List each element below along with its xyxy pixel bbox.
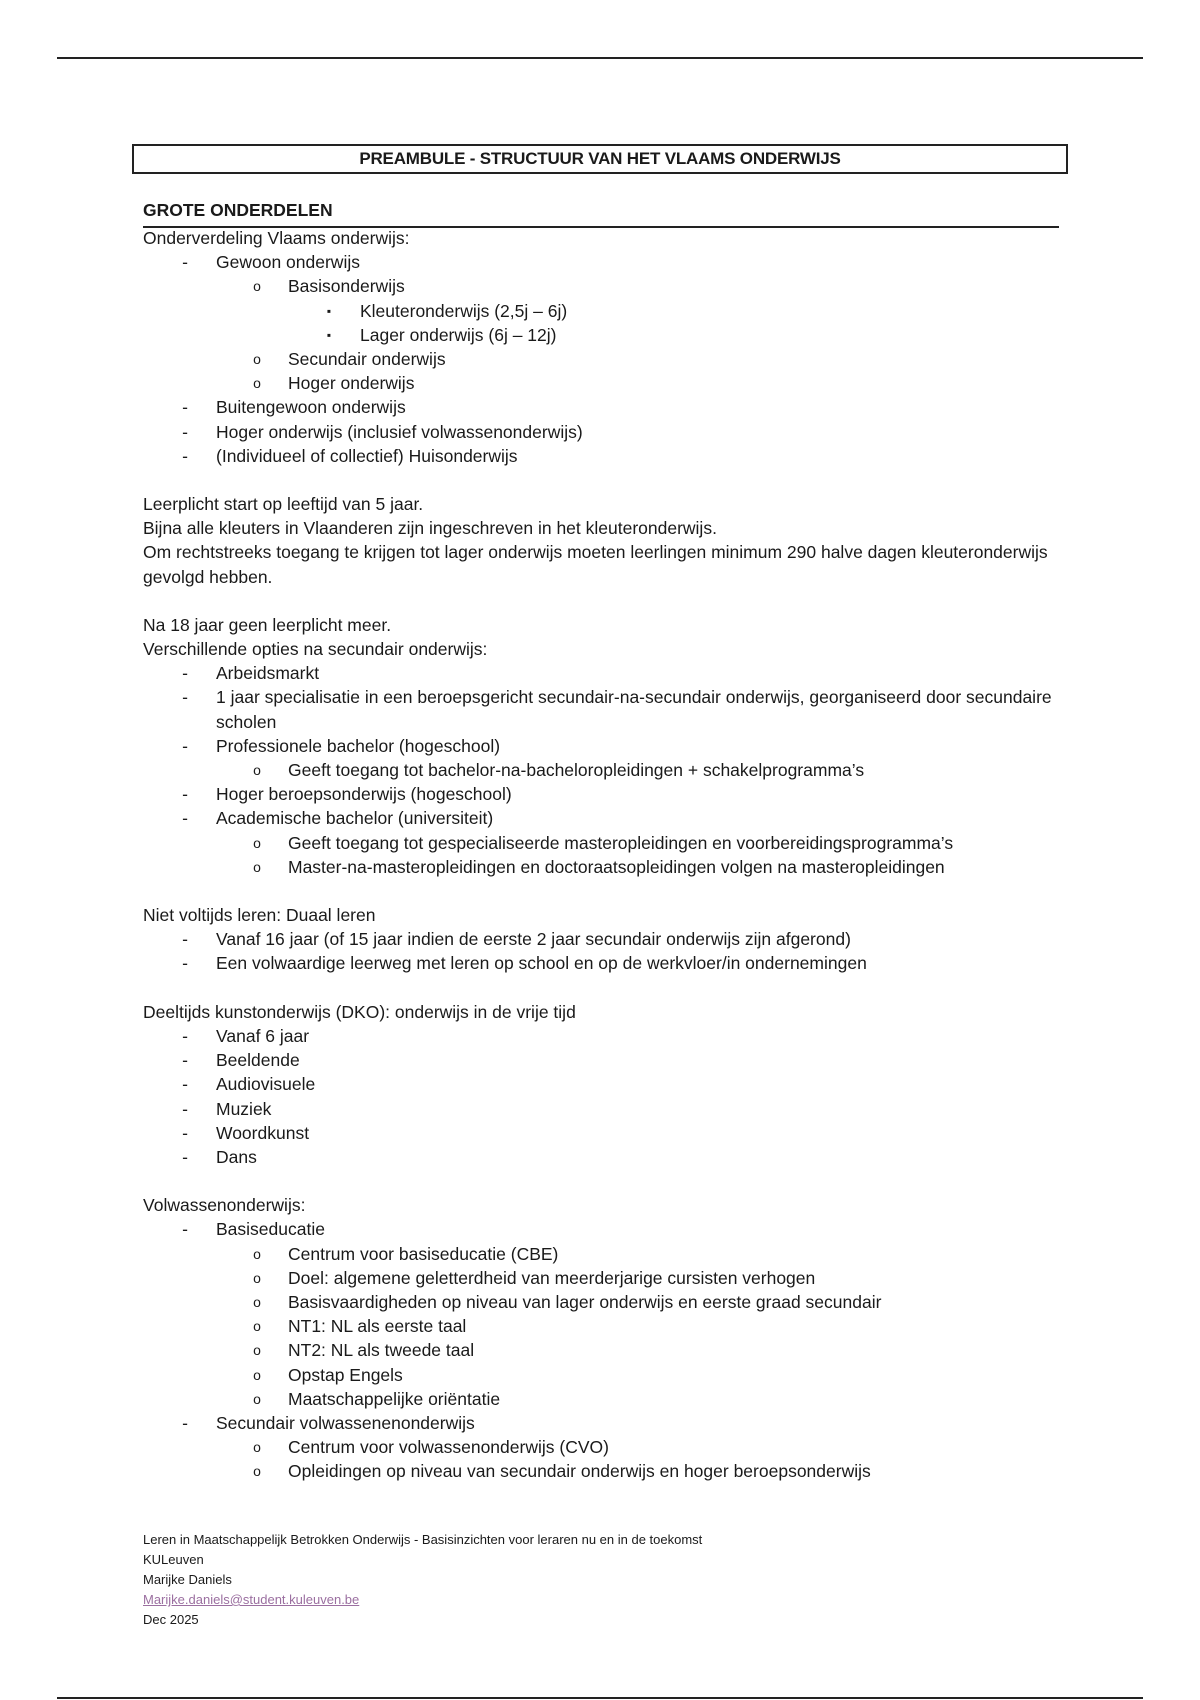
line-text: Gewoon onderwijs <box>216 252 360 273</box>
list-item-level-2 <box>143 371 1073 395</box>
footer <box>143 1530 1043 1630</box>
list-item-level-2 <box>143 1314 1073 1338</box>
paragraph-gap <box>143 589 1073 613</box>
list-item-level-3 <box>143 299 1073 323</box>
line-text: Academische bachelor (universiteit) <box>216 808 494 829</box>
line-text: Secundair volwassenenonderwijs <box>216 1412 475 1433</box>
list-item-level-2 <box>143 1363 1073 1387</box>
bullet-marker: - <box>182 1412 188 1433</box>
line-text: Opstap Engels <box>288 1364 403 1385</box>
paragraph-line <box>143 540 1073 588</box>
document-body <box>143 226 1073 1484</box>
line-text: Geeft toegang tot bachelor-na-bacheloropleidingen + schakelprogramma’s <box>288 760 865 781</box>
paragraph-line <box>143 226 1073 250</box>
list-item-level-1 <box>143 420 1073 444</box>
line-text: Arbeidsmarkt <box>216 663 320 684</box>
line-text: Onderverdeling Vlaams onderwijs: <box>143 228 410 248</box>
bullet-marker: o <box>253 351 261 368</box>
line-text: Deeltijds kunstonderwijs (DKO): onderwijs in de vrije tijd <box>143 1001 576 1022</box>
bullet-marker: o <box>253 762 261 779</box>
paragraph-line <box>143 1000 1073 1024</box>
list-item-level-1 <box>143 1024 1073 1048</box>
list-item-level-1 <box>143 1145 1073 1169</box>
bullet-marker: o <box>253 278 261 295</box>
bullet-marker: - <box>182 445 188 466</box>
list-item-level-1 <box>143 444 1073 468</box>
line-text: Secundair onderwijs <box>288 349 446 370</box>
bullet-marker: - <box>182 663 188 684</box>
line-text: Centrum voor basiseducatie (CBE) <box>288 1243 559 1264</box>
list-item-level-2 <box>143 758 1073 782</box>
line-text: Basisonderwijs <box>288 276 405 297</box>
list-item-level-1 <box>143 661 1073 685</box>
header-rule <box>57 57 1143 59</box>
page-title: PREAMBULE - STRUCTUUR VAN HET VLAAMS ONDERWIJS <box>132 144 1068 174</box>
list-item-level-2 <box>143 274 1073 298</box>
line-text: Muziek <box>216 1098 272 1119</box>
bullet-marker: - <box>182 808 188 829</box>
footer-course: Leren in Maatschappelijk Betrokken Onderwijs - Basisinzichten voor leraren nu en in de toekomst <box>143 1532 703 1547</box>
list-item-level-1 <box>143 1048 1073 1072</box>
line-text: Geeft toegang tot gespecialiseerde masteropleidingen en voorbereidingsprogramma’s <box>288 832 954 853</box>
list-item-level-1 <box>143 927 1073 951</box>
paragraph-line <box>143 1193 1073 1217</box>
line-text: Vanaf 16 jaar (of 15 jaar indien de eerste 2 jaar secundair onderwijs zijn afgerond) <box>216 929 851 950</box>
line-text: Leerplicht start op leeftijd van 5 jaar. <box>143 494 424 515</box>
line-text: Een volwaardige leerweg met leren op school en op de werkvloer/in ondernemingen <box>216 953 867 974</box>
list-item-level-3 <box>143 323 1073 347</box>
line-text: Master-na-masteropleidingen en doctoraatsopleidingen volgen na masteropleidingen <box>288 856 945 877</box>
paragraph-gap <box>143 976 1073 1000</box>
footer-rule <box>57 1697 1143 1699</box>
bullet-marker: - <box>182 1098 188 1119</box>
paragraph-line <box>143 903 1073 927</box>
bullet-marker: ▪ <box>326 303 332 318</box>
footer-author: Marijke Daniels <box>143 1572 232 1587</box>
paragraph-gap <box>143 879 1073 903</box>
line-text: NT2: NL als tweede taal <box>288 1340 475 1361</box>
line-text: Niet voltijds leren: Duaal leren <box>143 905 376 926</box>
line-text: Volwassenonderwijs: <box>143 1195 306 1216</box>
section-heading: GROTE ONDERDELEN <box>143 198 1059 228</box>
paragraph-line <box>143 516 1073 540</box>
bullet-marker: o <box>253 1269 261 1286</box>
paragraph-line <box>143 637 1073 661</box>
line-text: Lager onderwijs (6j – 12j) <box>360 324 557 345</box>
list-item-level-2 <box>143 1435 1073 1459</box>
line-text: Om rechtstreeks toegang te krijgen tot lager onderwijs moeten leerlingen minimum 290 halve dagen kleuteronderwijs gevolgd hebben. <box>143 542 1048 587</box>
line-text: Hoger onderwijs <box>288 373 415 394</box>
line-text: Opleidingen op niveau van secundair onderwijs en hoger beroepsonderwijs <box>288 1461 871 1482</box>
list-item-level-1 <box>143 782 1073 806</box>
list-item-level-2 <box>143 831 1073 855</box>
bullet-marker: - <box>182 953 188 974</box>
paragraph-line <box>143 492 1073 516</box>
bullet-marker: o <box>253 858 261 875</box>
line-text: Basisvaardigheden op niveau van lager onderwijs en eerste graad secundair <box>288 1291 882 1312</box>
line-text: Woordkunst <box>216 1122 310 1143</box>
footer-email-link[interactable]: Marijke.daniels@student.kuleuven.be <box>143 1592 360 1607</box>
list-item-level-2 <box>143 855 1073 879</box>
line-text: Audiovisuele <box>216 1074 316 1095</box>
footer-institution: KULeuven <box>143 1552 204 1567</box>
bullet-marker: - <box>182 1025 188 1046</box>
bullet-marker: - <box>182 1074 188 1095</box>
bullet-marker: - <box>182 784 188 805</box>
line-text: Verschillende opties na secundair onderwijs: <box>143 639 488 660</box>
bullet-marker: o <box>253 1439 261 1456</box>
list-item-level-1 <box>143 685 1073 733</box>
line-text: Vanaf 6 jaar <box>216 1025 310 1046</box>
line-text: Centrum voor volwassenonderwijs (CVO) <box>288 1437 609 1458</box>
bullet-marker: - <box>182 252 188 273</box>
bullet-marker: ▪ <box>326 327 332 342</box>
line-text: Beeldende <box>216 1050 300 1071</box>
footer-date: Dec 2025 <box>143 1612 199 1627</box>
line-text: Doel: algemene geletterdheid van meerderjarige cursisten verhogen <box>288 1267 816 1288</box>
paragraph-gap <box>143 1169 1073 1193</box>
line-text: Buitengewoon onderwijs <box>216 397 406 418</box>
bullet-marker: - <box>182 421 188 442</box>
list-item-level-2 <box>143 1338 1073 1362</box>
bullet-marker: - <box>182 929 188 950</box>
list-item-level-2 <box>143 1459 1073 1483</box>
bullet-marker: o <box>253 1463 261 1480</box>
line-text: Professionele bachelor (hogeschool) <box>216 735 501 756</box>
bullet-marker: o <box>253 1318 261 1335</box>
list-item-level-1 <box>143 1121 1073 1145</box>
line-text: Hoger beroepsonderwijs (hogeschool) <box>216 784 512 805</box>
list-item-level-1 <box>143 1217 1073 1241</box>
line-text: NT1: NL als eerste taal <box>288 1316 467 1337</box>
bullet-marker: - <box>182 1146 188 1167</box>
line-text: Kleuteronderwijs (2,5j – 6j) <box>360 300 568 321</box>
paragraph-line <box>143 613 1073 637</box>
line-text: Na 18 jaar geen leerplicht meer. <box>143 614 392 635</box>
line-text: Dans <box>216 1146 257 1167</box>
bullet-marker: o <box>253 1293 261 1310</box>
list-item-level-2 <box>143 1242 1073 1266</box>
line-text: Basiseducatie <box>216 1219 325 1240</box>
list-item-level-1 <box>143 1097 1073 1121</box>
list-item-level-2 <box>143 1266 1073 1290</box>
bullet-marker: o <box>253 375 261 392</box>
bullet-marker: - <box>182 1219 188 1240</box>
bullet-marker: o <box>253 1366 261 1383</box>
bullet-marker: o <box>253 1342 261 1359</box>
list-item-level-1 <box>143 250 1073 274</box>
list-item-level-2 <box>143 1290 1073 1314</box>
list-item-level-1 <box>143 1411 1073 1435</box>
bullet-marker: - <box>182 735 188 756</box>
line-text: Bijna alle kleuters in Vlaanderen zijn ingeschreven in het kleuteronderwijs. <box>143 518 717 539</box>
bullet-marker: o <box>253 834 261 851</box>
line-text: Hoger onderwijs (inclusief volwassenonderwijs) <box>216 421 583 442</box>
list-item-level-1 <box>143 395 1073 419</box>
list-item-level-1 <box>143 1072 1073 1096</box>
bullet-marker: - <box>182 397 188 418</box>
bullet-marker: - <box>182 1050 188 1071</box>
list-item-level-2 <box>143 1387 1073 1411</box>
bullet-marker: - <box>182 1122 188 1143</box>
list-item-level-1 <box>143 951 1073 975</box>
line-text: (Individueel of collectief) Huisonderwijs <box>216 445 518 466</box>
paragraph-gap <box>143 468 1073 492</box>
list-item-level-1 <box>143 806 1073 830</box>
list-item-level-1 <box>143 734 1073 758</box>
list-item-level-2 <box>143 347 1073 371</box>
bullet-marker: o <box>253 1390 261 1407</box>
bullet-marker: o <box>253 1245 261 1262</box>
bullet-marker: - <box>182 687 188 708</box>
line-text: Maatschappelijke oriëntatie <box>288 1388 501 1409</box>
line-text: 1 jaar specialisatie in een beroepsgericht secundair-na-secundair onderwijs, georganiseerd door secundaire scholen <box>216 687 1052 732</box>
